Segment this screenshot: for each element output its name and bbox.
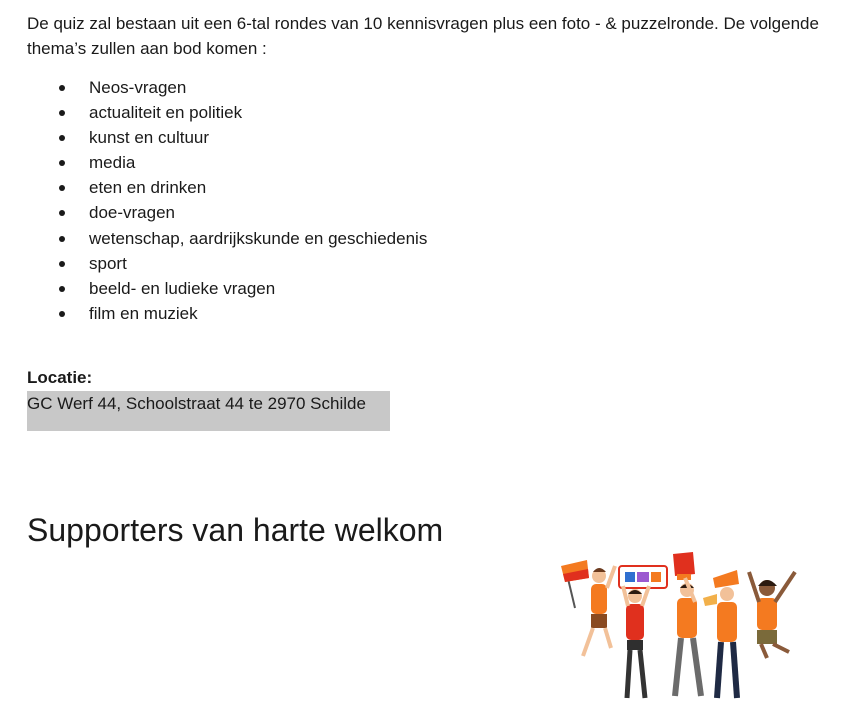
- foam-hand-icon: [673, 552, 695, 580]
- theme-label: actualiteit en politiek: [89, 103, 243, 123]
- bullet-icon: [59, 85, 65, 91]
- intro-paragraph: De quiz zal bestaan uit een 6-tal rondes van 10 kennisvragen plus een foto - & puzzelronde. De volgende thema’s zullen aan bod komen :: [27, 14, 819, 58]
- list-item: [27, 100, 427, 125]
- theme-label: sport: [89, 253, 127, 273]
- list-item: [27, 251, 427, 276]
- list-item: [27, 125, 427, 150]
- bullet-icon: [59, 185, 65, 191]
- list-item: [27, 200, 427, 225]
- list-item: [27, 75, 427, 100]
- theme-list: [27, 75, 427, 326]
- supporter-figure: [675, 578, 701, 696]
- supporter-figure: [583, 566, 615, 656]
- location-label: Locatie:: [27, 368, 93, 387]
- cheering-supporters-illustration: [553, 548, 808, 712]
- theme-label: film en muziek: [89, 303, 198, 323]
- theme-label: media: [89, 153, 136, 173]
- theme-label: wetenschap, aardrijkskunde en geschiedenis: [89, 228, 428, 248]
- supporter-figure: [623, 586, 649, 698]
- list-item: [27, 276, 427, 301]
- flag-icon: [561, 560, 589, 608]
- bullet-icon: [59, 261, 65, 267]
- bullet-icon: [59, 286, 65, 292]
- list-item: [27, 150, 427, 175]
- theme-label: doe-vragen: [89, 203, 176, 223]
- bullet-icon: [59, 160, 65, 166]
- theme-label: Neos-vragen: [89, 78, 187, 97]
- supporter-figure: [749, 572, 795, 658]
- bullet-icon: [59, 311, 65, 317]
- theme-label: eten en drinken: [89, 178, 207, 198]
- banner-sign: [619, 566, 667, 588]
- supporter-figure: [703, 570, 739, 698]
- bullet-icon: [59, 110, 65, 116]
- bullet-icon: [59, 210, 65, 216]
- theme-label: beeld- en ludieke vragen: [89, 278, 276, 298]
- bullet-icon: [59, 135, 65, 141]
- bullet-icon: [59, 236, 65, 242]
- list-item: [27, 301, 427, 326]
- theme-label: kunst en cultuur: [89, 128, 210, 148]
- list-item: [27, 175, 427, 200]
- list-item: [27, 226, 427, 251]
- location-address: GC Werf 44, Schoolstraat 44 te 2970 Schilde: [27, 391, 390, 431]
- supporters-heading: Supporters van harte welkom: [27, 512, 444, 548]
